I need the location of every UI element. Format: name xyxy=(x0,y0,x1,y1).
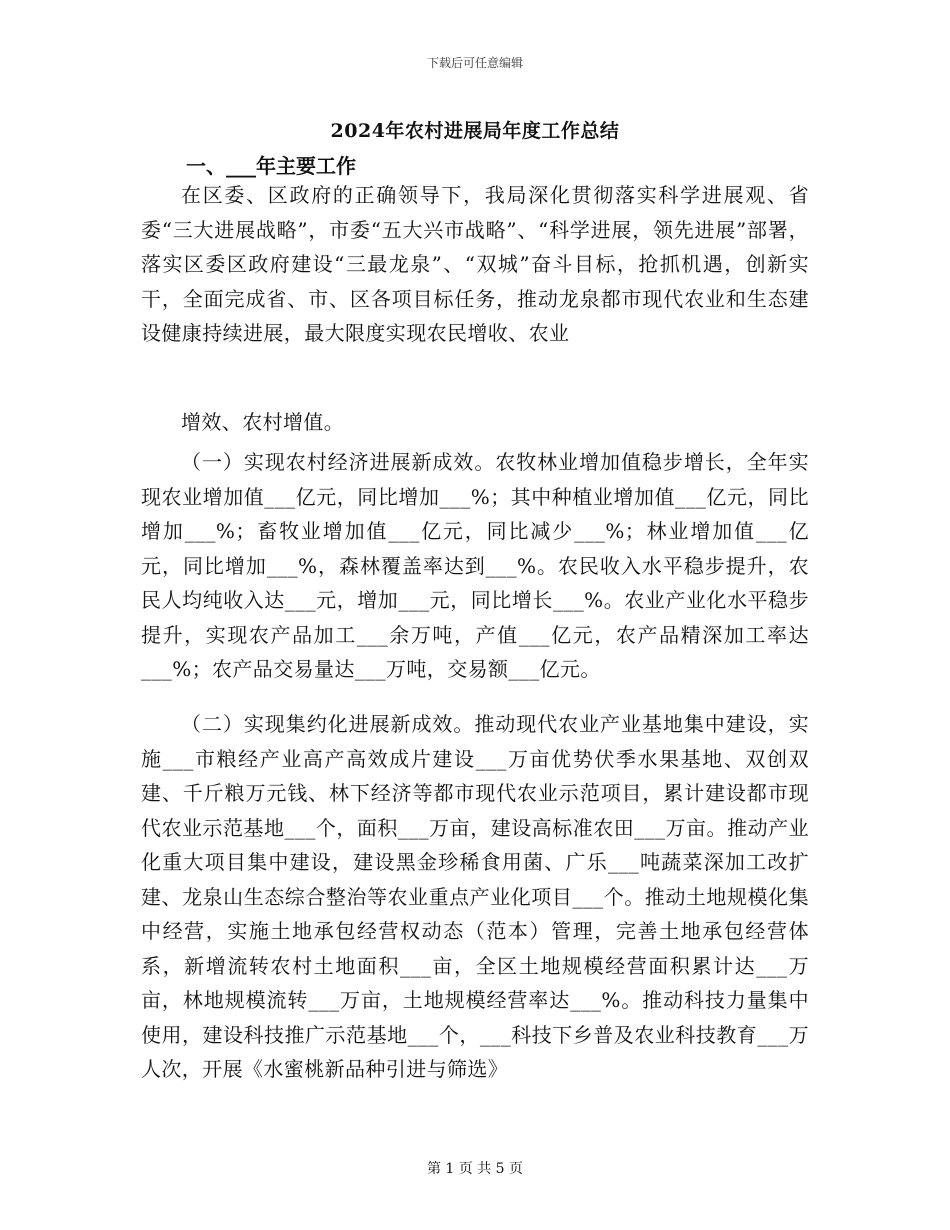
document-title: 2024年农村进展局年度工作总结 xyxy=(330,120,620,142)
section-heading: 一、___年主要工作 xyxy=(186,154,356,178)
paragraph-intro: 在区委、区政府的正确领导下，我局深化贯彻落实科学进展观、省委“三大进展战略”，市委“五大兴市战略”、“科学进展，领先进展”部署，落实区委区政府建设“三最龙泉”、“双城”奋斗目标，抢抓机遇，创新实干，全面完成省、市、区各项目标任务，推动龙泉都市现代农业和生态建设健康持续进展，最大限度实现农民增收、农业 xyxy=(141,183,809,345)
paragraph-intro-continued: 增效、农村增值。 xyxy=(181,410,345,434)
page-number: 第 1 页 共 5 页 xyxy=(426,1161,524,1177)
page-header-note: 下载后可任意编辑 xyxy=(426,56,523,70)
paragraph-rural-economy: （一）实现农村经济进展新成效。农牧林业增加值稳步增长，全年实现农业增加值___亿元，同比增加___%；其中种植业增加值___亿元，同比增加___%；畜牧业增加值___亿元，同比减少___%；林业增加值___亿元，同比增加___%，森林覆盖率达到___%。农民收入水平稳步提升，农民人均纯收入达___元，增加___元，同比增长___%。农业产业化水平稳步提升，实现农产品加工___余万吨，产值___亿元，农产品精深加工率达___%；农产品交易量达___万吨，交易额___亿元。 xyxy=(141,450,809,681)
paragraph-intensification: （二）实现集约化进展新成效。推动现代农业产业基地集中建设，实施___市粮经产业高产高效成片建设___万亩优势伏季水果基地、双创双建、千斤粮万元钱、林下经济等都市现代农业示范项目，累计建设都市现代农业示范基地___个，面积___万亩，建设高标准农田___万亩。推动产业化重大项目集中建设，建设黑金珍稀食用菌、广乐___吨蔬菜深加工改扩建、龙泉山生态综合整治等农业重点产业化项目___个。推动土地规模化集中经营，实施土地承包经营权动态（范本）管理，完善土地承包经营体系，新增流转农村土地面积___亩，全区土地规模经营面积累计达___万亩，林地规模流转___万亩，土地规模经营率达___%。推动科技力量集中使用，建设科技推广示范基地___个，___科技下乡普及农业科技教育___万人次，开展《水蜜桃新品种引进与筛选》 xyxy=(141,712,809,1081)
